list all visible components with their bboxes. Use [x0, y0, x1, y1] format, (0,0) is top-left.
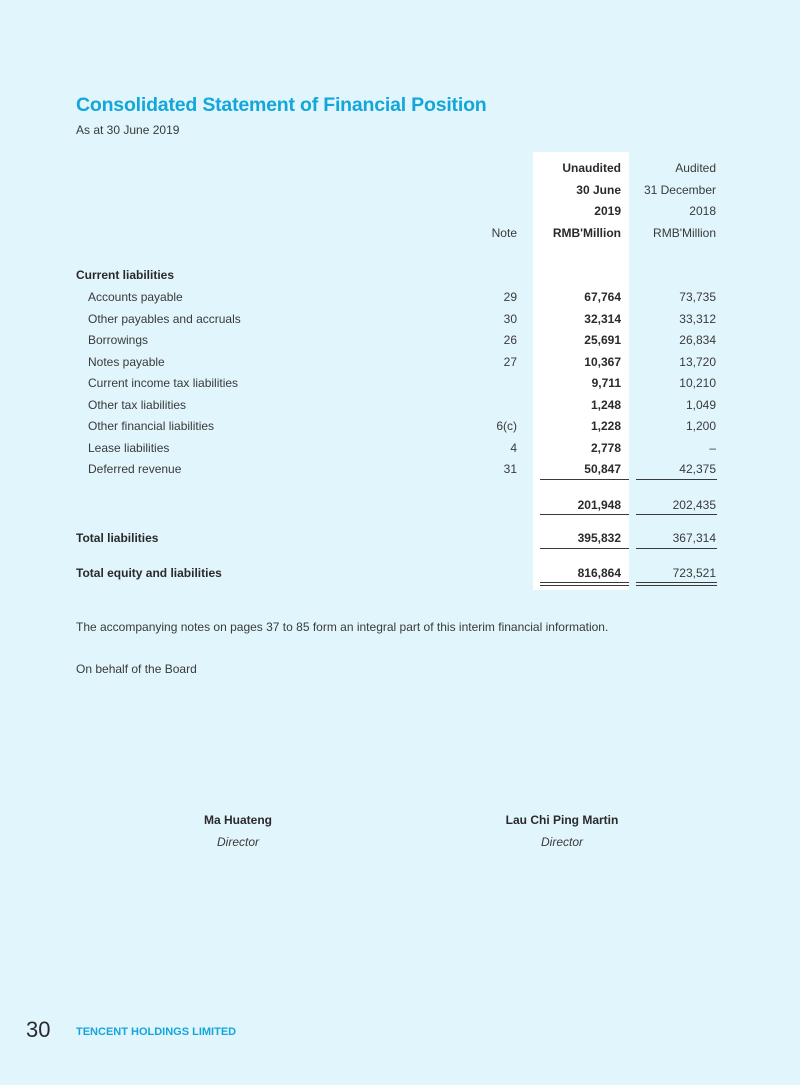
header-col1-line3: 2019 [594, 204, 621, 218]
total-liabilities-rule-2018 [636, 548, 717, 549]
subtotal-rule-2019 [540, 479, 629, 480]
row-value-2018: 33,312 [679, 312, 716, 326]
row-value-2019: 2,778 [590, 441, 621, 455]
header-col2-line1: Audited [675, 161, 716, 175]
section-heading-row [0, 266, 800, 284]
row-value-2018: 73,735 [679, 290, 716, 304]
total-liabilities-label: Total liabilities [76, 531, 159, 545]
table-row [0, 439, 800, 457]
row-value-2019: 1,228 [590, 419, 621, 433]
board-statement: On behalf of the Board [76, 662, 197, 676]
subtotal-2019: 201,948 [577, 498, 621, 512]
row-note: 6(c) [496, 419, 517, 433]
subtotal-bottom-rule-2019 [540, 514, 629, 515]
row-note: 30 [503, 312, 517, 326]
row-value-2019: 1,248 [590, 398, 621, 412]
row-note: 27 [503, 355, 517, 369]
header-col2-line3: 2018 [689, 204, 716, 218]
page-subtitle: As at 30 June 2019 [76, 123, 180, 137]
subtotal-bottom-rule-2018 [636, 514, 717, 515]
table-row [0, 460, 800, 478]
total-equity-liabilities-2018: 723,521 [672, 566, 716, 580]
row-value-2018: 26,834 [679, 333, 716, 347]
row-note: 29 [503, 290, 517, 304]
double-rule-bottom-2019 [540, 585, 629, 586]
double-rule-top-2018 [636, 582, 717, 583]
signatory-role: Director [216, 835, 259, 849]
table-row [0, 331, 800, 349]
table-row [0, 288, 800, 306]
total-liabilities-2018: 367,314 [672, 531, 716, 545]
page-title: Consolidated Statement of Financial Position [76, 94, 487, 116]
row-value-2019: 9,711 [591, 376, 621, 390]
row-label: Other tax liabilities [88, 398, 187, 412]
row-label: Deferred revenue [88, 462, 182, 476]
row-label: Notes payable [88, 355, 165, 369]
subtotal-2018: 202,435 [672, 498, 716, 512]
double-rule-bottom-2018 [636, 585, 717, 586]
row-label: Other financial liabilities [88, 419, 215, 433]
row-value-2018: 13,720 [679, 355, 716, 369]
row-note: 26 [503, 333, 517, 347]
row-note: 4 [510, 441, 517, 455]
double-rule-top-2019 [540, 582, 629, 583]
header-col2-line2: 31 December [643, 183, 716, 197]
header-col2-line4: RMB'Million [653, 226, 716, 240]
row-value-2018: 1,200 [685, 419, 716, 433]
row-label: Other payables and accruals [88, 312, 241, 326]
subtotal-rule-2018 [636, 479, 717, 480]
row-note: 31 [503, 462, 517, 476]
header-col1-line4: RMB'Million [552, 226, 621, 240]
row-label: Current income tax liabilities [88, 376, 239, 390]
signatory-role: Director [540, 835, 583, 849]
row-value-2018: 1,049 [685, 398, 716, 412]
header-row-2 [0, 181, 800, 199]
row-value-2018: 42,375 [679, 462, 716, 476]
company-name: TENCENT HOLDINGS LIMITED [76, 1026, 237, 1038]
total-equity-liabilities-row [0, 564, 800, 582]
row-value-2019: 50,847 [584, 462, 621, 476]
page-number: 30 [26, 1017, 51, 1042]
row-label: Accounts payable [88, 290, 183, 304]
table-row [0, 396, 800, 414]
total-liabilities-rule-2019 [540, 548, 629, 549]
section-heading: Current liabilities [76, 268, 175, 282]
header-note: Note [491, 226, 517, 240]
subtotal-row [0, 496, 800, 514]
total-liabilities-2019: 395,832 [577, 531, 621, 545]
notes-statement: The accompanying notes on pages 37 to 85 form an integral part of this interim financial information. [76, 620, 609, 634]
header-row-1 [0, 159, 800, 177]
signatory-name: Ma Huateng [203, 813, 272, 827]
row-value-2019: 67,764 [584, 290, 621, 304]
signatory-name: Lau Chi Ping Martin [505, 813, 619, 827]
row-value-2018: 10,210 [679, 376, 716, 390]
table-row [0, 353, 800, 371]
table-row [0, 310, 800, 328]
total-equity-liabilities-2019: 816,864 [577, 566, 621, 580]
row-value-2019: 32,314 [584, 312, 621, 326]
row-value-2019: 25,691 [584, 333, 621, 347]
table-row [0, 417, 800, 435]
row-value-2018: – [709, 441, 716, 455]
header-col1-line2: 30 June [576, 183, 621, 197]
header-row-3 [0, 202, 800, 220]
total-liabilities-row [0, 529, 800, 547]
row-label: Lease liabilities [88, 441, 170, 455]
header-col1-line1: Unaudited [562, 161, 621, 175]
header-row-4 [0, 224, 800, 242]
total-equity-liabilities-label: Total equity and liabilities [76, 566, 222, 580]
row-value-2019: 10,367 [584, 355, 621, 369]
table-row [0, 374, 800, 392]
row-label: Borrowings [88, 333, 149, 347]
